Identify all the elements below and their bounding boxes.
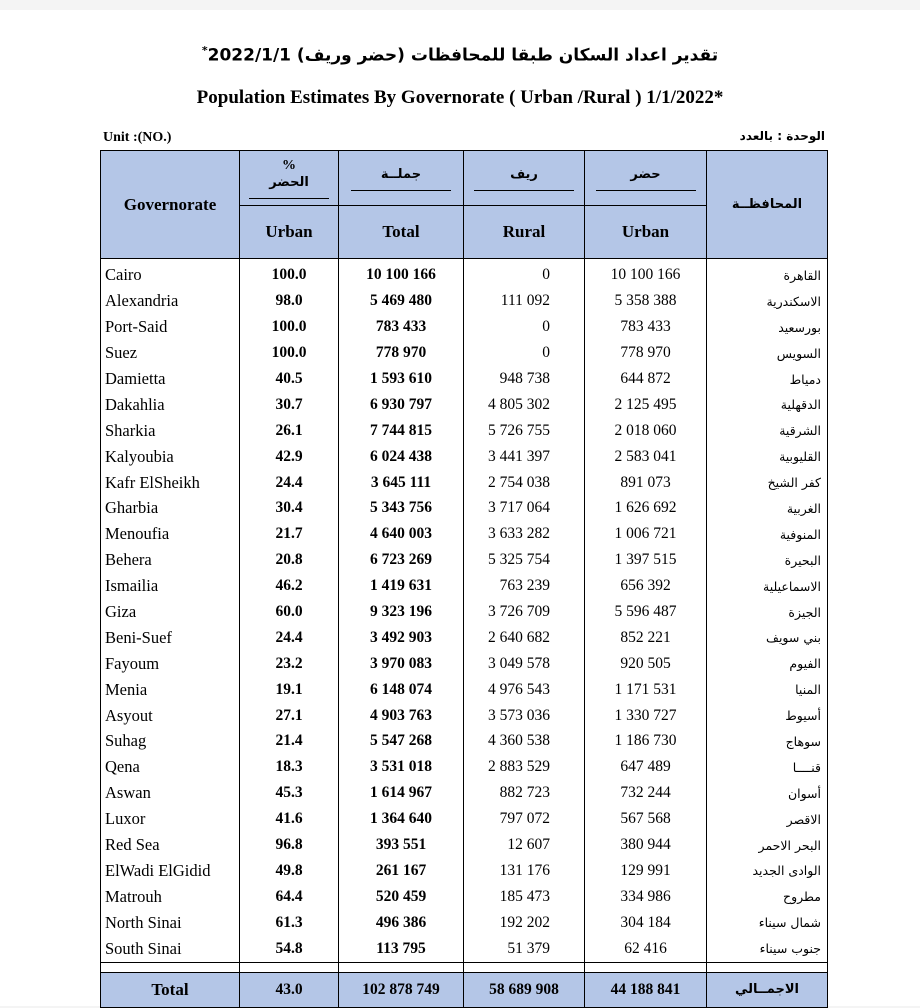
- cell-urban: 129 991: [585, 858, 707, 884]
- cell-rural: 882 723: [464, 780, 585, 806]
- cell-rural: 3 441 397: [464, 444, 585, 470]
- header-pct-ar-label: الحضر: [249, 175, 329, 199]
- table-row: [101, 910, 828, 936]
- cell-urban-pct: 45.3: [240, 780, 339, 806]
- cell-total: 9 323 196: [339, 599, 464, 625]
- cell-rural: 763 239: [464, 573, 585, 599]
- table-row: [101, 806, 828, 832]
- cell-rural: 3 049 578: [464, 651, 585, 677]
- cell-urban-pct: 19.1: [240, 677, 339, 703]
- table-row: [101, 729, 828, 755]
- cell-governorate-en: Gharbia: [101, 496, 240, 522]
- header-urban-en: Urban: [585, 206, 707, 259]
- title-english: Population Estimates By Governorate ( Urban /Rural ) 1/1/2022*: [196, 87, 724, 108]
- cell-governorate-ar: أسيوط: [707, 703, 828, 729]
- cell-urban-pct: 23.2: [240, 651, 339, 677]
- cell-governorate-ar: الجيزة: [707, 599, 828, 625]
- table-row: [101, 418, 828, 444]
- cell-urban-pct: 27.1: [240, 703, 339, 729]
- title-arabic: [0, 44, 920, 66]
- cell-rural: 2 754 038: [464, 470, 585, 496]
- cell-urban-pct: 54.8: [240, 936, 339, 962]
- cell-governorate-ar: السويس: [707, 340, 828, 366]
- cell-governorate-ar: البحر الاحمر: [707, 832, 828, 858]
- cell-governorate-ar: سوهاج: [707, 729, 828, 755]
- cell-governorate-en: Aswan: [101, 780, 240, 806]
- table-row: [101, 547, 828, 573]
- cell-urban: 1 330 727: [585, 703, 707, 729]
- cell-urban-pct: 100.0: [240, 314, 339, 340]
- table-row: [101, 677, 828, 703]
- cell-governorate-ar: أسوان: [707, 780, 828, 806]
- cell-governorate-ar: مطروح: [707, 884, 828, 910]
- cell-governorate-en: Qena: [101, 754, 240, 780]
- cell-rural: 12 607: [464, 832, 585, 858]
- cell-urban-pct: 64.4: [240, 884, 339, 910]
- cell-total: 520 459: [339, 884, 464, 910]
- cell-governorate-ar: المنوفية: [707, 521, 828, 547]
- cell-rural: 111 092: [464, 288, 585, 314]
- cell-rural: 5 325 754: [464, 547, 585, 573]
- table-row: [101, 884, 828, 910]
- cell-urban: 647 489: [585, 754, 707, 780]
- header-total-en: Total: [339, 206, 464, 259]
- cell-urban-pct: 26.1: [240, 418, 339, 444]
- cell-rural: 4 976 543: [464, 677, 585, 703]
- cell-governorate-ar: بورسعيد: [707, 314, 828, 340]
- cell-urban: 1 186 730: [585, 729, 707, 755]
- header-pct-en: Urban: [240, 206, 339, 259]
- cell-governorate-en: Cairo: [101, 263, 240, 289]
- cell-urban: 1 397 515: [585, 547, 707, 573]
- cell-urban: 852 221: [585, 625, 707, 651]
- cell-governorate-en: Sharkia: [101, 418, 240, 444]
- cell-governorate-ar: القاهرة: [707, 263, 828, 289]
- cell-governorate-en: Kalyoubia: [101, 444, 240, 470]
- cell-rural: 51 379: [464, 936, 585, 962]
- cell-governorate-ar: الغربية: [707, 496, 828, 522]
- table-row: [101, 780, 828, 806]
- cell-total: 3 531 018: [339, 754, 464, 780]
- cell-urban-pct: 18.3: [240, 754, 339, 780]
- cell-governorate-en: Suez: [101, 340, 240, 366]
- header-rural-ar-label: ريف: [474, 167, 574, 191]
- header-pct-symbol: %: [282, 157, 296, 173]
- cell-governorate-ar: الاسكندرية: [707, 288, 828, 314]
- cell-urban-pct: 49.8: [240, 858, 339, 884]
- cell-rural: 131 176: [464, 858, 585, 884]
- cell-governorate-en: Suhag: [101, 729, 240, 755]
- table-row: [101, 470, 828, 496]
- table-row: [101, 314, 828, 340]
- cell-urban: 732 244: [585, 780, 707, 806]
- cell-governorate-ar: الدقهلية: [707, 392, 828, 418]
- cell-total: 778 970: [339, 340, 464, 366]
- header-total-ar: [339, 151, 464, 206]
- table-row: [101, 340, 828, 366]
- table-row: [101, 754, 828, 780]
- cell-urban: 567 568: [585, 806, 707, 832]
- header-governorate-ar: المحافظــة: [707, 151, 828, 259]
- header-urban-ar-label: حضر: [596, 167, 696, 191]
- cell-rural: 0: [464, 314, 585, 340]
- cell-governorate-en: ElWadi ElGidid: [101, 858, 240, 884]
- cell-urban: 1 006 721: [585, 521, 707, 547]
- cell-governorate-ar: الاسماعيلية: [707, 573, 828, 599]
- cell-urban-pct: 21.7: [240, 521, 339, 547]
- table-row: [101, 573, 828, 599]
- cell-rural: 948 738: [464, 366, 585, 392]
- cell-rural: 3 717 064: [464, 496, 585, 522]
- cell-governorate-en: Alexandria: [101, 288, 240, 314]
- cell-governorate-en: Menia: [101, 677, 240, 703]
- cell-total: 3 970 083: [339, 651, 464, 677]
- cell-urban: 380 944: [585, 832, 707, 858]
- header-governorate-en: Governorate: [101, 151, 240, 259]
- cell-governorate-en: South Sinai: [101, 936, 240, 962]
- table-row: [101, 263, 828, 289]
- cell-total: 496 386: [339, 910, 464, 936]
- cell-total: 5 343 756: [339, 496, 464, 522]
- cell-urban: 1 171 531: [585, 677, 707, 703]
- cell-rural: 0: [464, 263, 585, 289]
- cell-urban-pct: 46.2: [240, 573, 339, 599]
- cell-rural: 3 573 036: [464, 703, 585, 729]
- cell-governorate-en: Menoufia: [101, 521, 240, 547]
- cell-urban: 778 970: [585, 340, 707, 366]
- cell-urban: 2 125 495: [585, 392, 707, 418]
- cell-urban: 62 416: [585, 936, 707, 962]
- table-row: [101, 366, 828, 392]
- cell-governorate-ar: قنــــا: [707, 754, 828, 780]
- cell-urban-pct: 30.7: [240, 392, 339, 418]
- cell-governorate-en: Behera: [101, 547, 240, 573]
- cell-governorate-en: Luxor: [101, 806, 240, 832]
- cell-governorate-en: Dakahlia: [101, 392, 240, 418]
- cell-governorate-en: Matrouh: [101, 884, 240, 910]
- cell-urban: 5 358 388: [585, 288, 707, 314]
- cell-urban-pct: 96.8: [240, 832, 339, 858]
- cell-urban-pct: 30.4: [240, 496, 339, 522]
- cell-urban-pct: 61.3: [240, 910, 339, 936]
- table-row: [101, 832, 828, 858]
- cell-total: 10 100 166: [339, 263, 464, 289]
- total-total: 102 878 749: [339, 972, 464, 1007]
- total-label-ar: الاجمــالي: [707, 972, 828, 1007]
- cell-urban: 783 433: [585, 314, 707, 340]
- cell-rural: 797 072: [464, 806, 585, 832]
- header-pct-ar: [240, 151, 339, 206]
- cell-urban: 5 596 487: [585, 599, 707, 625]
- cell-total: 261 167: [339, 858, 464, 884]
- cell-urban-pct: 21.4: [240, 729, 339, 755]
- cell-governorate-en: North Sinai: [101, 910, 240, 936]
- cell-governorate-en: Port-Said: [101, 314, 240, 340]
- cell-governorate-ar: بني سويف: [707, 625, 828, 651]
- table-row: [101, 288, 828, 314]
- cell-urban: 304 184: [585, 910, 707, 936]
- cell-total: 6 723 269: [339, 547, 464, 573]
- total-urban: 44 188 841: [585, 972, 707, 1007]
- document-page: [0, 10, 920, 1006]
- total-label-en: Total: [101, 972, 240, 1007]
- cell-rural: 4 360 538: [464, 729, 585, 755]
- table-row: [101, 703, 828, 729]
- cell-rural: 3 633 282: [464, 521, 585, 547]
- cell-urban-pct: 24.4: [240, 625, 339, 651]
- table-row: [101, 496, 828, 522]
- total-rural: 58 689 908: [464, 972, 585, 1007]
- cell-governorate-ar: القليوبية: [707, 444, 828, 470]
- header-rural-en: Rural: [464, 206, 585, 259]
- cell-governorate-ar: البحيرة: [707, 547, 828, 573]
- cell-total: 113 795: [339, 936, 464, 962]
- cell-total: 1 419 631: [339, 573, 464, 599]
- cell-governorate-ar: المنيا: [707, 677, 828, 703]
- cell-total: 393 551: [339, 832, 464, 858]
- cell-total: 4 640 003: [339, 521, 464, 547]
- cell-governorate-ar: شمال سيناء: [707, 910, 828, 936]
- table-row: [101, 521, 828, 547]
- cell-rural: 0: [464, 340, 585, 366]
- cell-urban: 920 505: [585, 651, 707, 677]
- cell-urban-pct: 24.4: [240, 470, 339, 496]
- cell-total: 6 930 797: [339, 392, 464, 418]
- cell-urban: 10 100 166: [585, 263, 707, 289]
- cell-urban-pct: 20.8: [240, 547, 339, 573]
- cell-governorate-en: Asyout: [101, 703, 240, 729]
- cell-total: 3 645 111: [339, 470, 464, 496]
- cell-governorate-en: Ismailia: [101, 573, 240, 599]
- population-table: [100, 150, 828, 1008]
- unit-label-english: Unit :(NO.): [103, 130, 172, 145]
- unit-label-arabic: الوحدة : بالعدد: [739, 129, 825, 143]
- cell-urban: 1 626 692: [585, 496, 707, 522]
- cell-rural: 3 726 709: [464, 599, 585, 625]
- cell-rural: 192 202: [464, 910, 585, 936]
- cell-total: 6 148 074: [339, 677, 464, 703]
- cell-urban: 2 583 041: [585, 444, 707, 470]
- cell-urban: 891 073: [585, 470, 707, 496]
- table-row: [101, 936, 828, 962]
- cell-governorate-en: Fayoum: [101, 651, 240, 677]
- cell-rural: 185 473: [464, 884, 585, 910]
- table-row: [101, 392, 828, 418]
- table-row: [101, 599, 828, 625]
- cell-urban-pct: 100.0: [240, 263, 339, 289]
- cell-total: 7 744 815: [339, 418, 464, 444]
- cell-governorate-ar: الفيوم: [707, 651, 828, 677]
- cell-urban: 334 986: [585, 884, 707, 910]
- cell-total: 6 024 438: [339, 444, 464, 470]
- cell-total: 4 903 763: [339, 703, 464, 729]
- table-row: [101, 444, 828, 470]
- table-row: [101, 651, 828, 677]
- cell-total: 783 433: [339, 314, 464, 340]
- table-row: [101, 625, 828, 651]
- cell-urban-pct: 60.0: [240, 599, 339, 625]
- cell-rural: 5 726 755: [464, 418, 585, 444]
- cell-governorate-ar: كفر الشيخ: [707, 470, 828, 496]
- cell-urban: 2 018 060: [585, 418, 707, 444]
- cell-total: 1 614 967: [339, 780, 464, 806]
- cell-urban: 656 392: [585, 573, 707, 599]
- cell-urban: 644 872: [585, 366, 707, 392]
- cell-total: 5 469 480: [339, 288, 464, 314]
- cell-total: 1 364 640: [339, 806, 464, 832]
- cell-governorate-en: Damietta: [101, 366, 240, 392]
- cell-governorate-ar: الوادى الجديد: [707, 858, 828, 884]
- cell-governorate-en: Red Sea: [101, 832, 240, 858]
- cell-urban-pct: 41.6: [240, 806, 339, 832]
- cell-total: 1 593 610: [339, 366, 464, 392]
- cell-urban-pct: 98.0: [240, 288, 339, 314]
- cell-governorate-ar: الشرقية: [707, 418, 828, 444]
- cell-total: 5 547 268: [339, 729, 464, 755]
- header-total-ar-label: جملــة: [351, 167, 451, 191]
- cell-rural: 2 640 682: [464, 625, 585, 651]
- header-rural-ar: [464, 151, 585, 206]
- cell-urban-pct: 100.0: [240, 340, 339, 366]
- cell-governorate-ar: دمياط: [707, 366, 828, 392]
- cell-governorate-ar: جنوب سيناء: [707, 936, 828, 962]
- cell-urban-pct: 40.5: [240, 366, 339, 392]
- cell-rural: 2 883 529: [464, 754, 585, 780]
- cell-rural: 4 805 302: [464, 392, 585, 418]
- cell-urban-pct: 42.9: [240, 444, 339, 470]
- cell-governorate-ar: الاقصر: [707, 806, 828, 832]
- table-row: [101, 858, 828, 884]
- cell-governorate-en: Giza: [101, 599, 240, 625]
- cell-governorate-en: Kafr ElSheikh: [101, 470, 240, 496]
- title-arabic-text: تقدير اعداد السكان طبقا للمحافظات (حضر وريف) 2022/1/1: [207, 45, 719, 66]
- total-pct: 43.0: [240, 972, 339, 1007]
- cell-total: 3 492 903: [339, 625, 464, 651]
- cell-governorate-en: Beni-Suef: [101, 625, 240, 651]
- header-urban-ar: [585, 151, 707, 206]
- total-row: [101, 972, 828, 1007]
- title-arabic-asterisk: *: [201, 44, 208, 57]
